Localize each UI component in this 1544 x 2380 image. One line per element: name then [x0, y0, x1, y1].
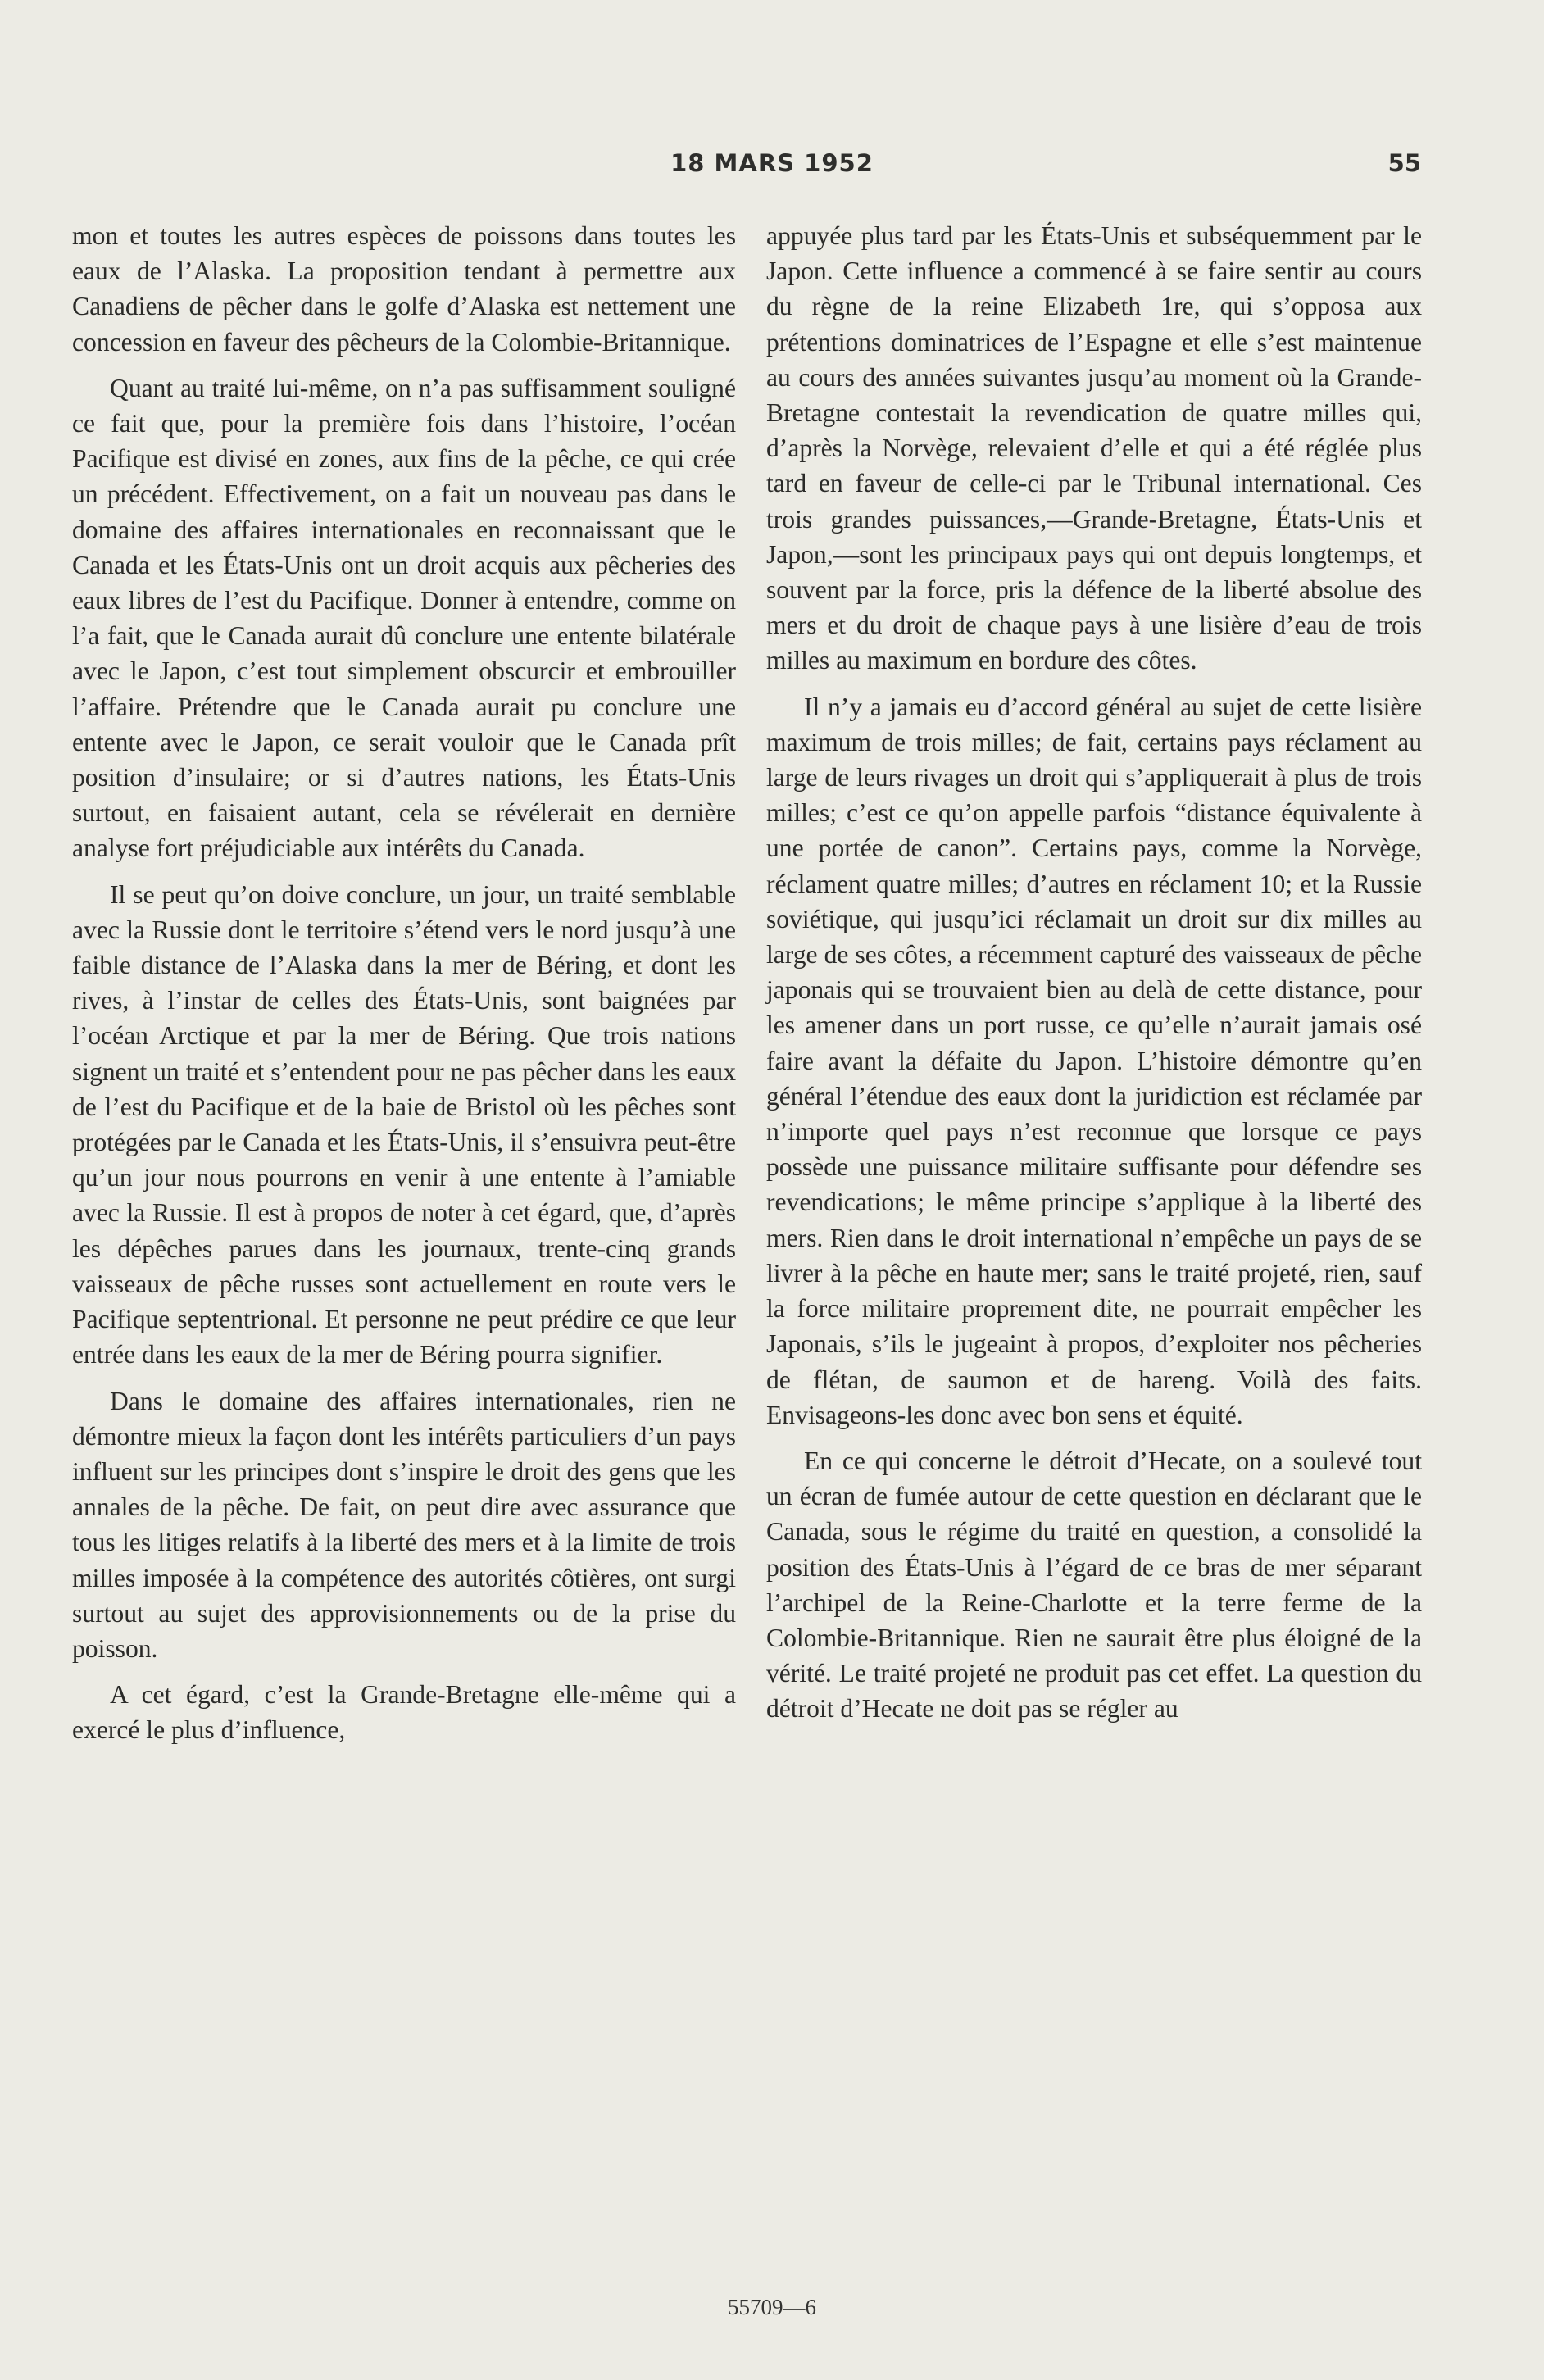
paragraph: Dans le domaine des affaires internationales, rien ne démontre mieux la façon dont les intérêts particuliers d’un pays influent sur les principes dont s’inspire le droit des gens que les annales de la pêche. De fait, on peut dire avec assurance que tous les litiges relatifs à la liberté des mers et à la limite de trois milles imposée à la compétence des autorités côtières, ont surgi surtout au sujet des approvisionnements ou de la prise du poisson.	[72, 1386, 736, 1663]
paragraph: A cet égard, c’est la Grande-Bretagne elle-même qui a exercé le plus d’influence,	[72, 1680, 736, 1745]
paragraph: Quant au traité lui-même, on n’a pas suffisamment souligné ce fait que, pour la première fois dans l’histoire, l’océan Pacifique est divisé en zones, aux fins de la pêche, ce qui crée un précédent. Effectivement, on a fait un nouveau pas dans le domaine des affaires internationales en reconnaissant que le Canada et les États-Unis ont un droit acquis aux pêcheries des eaux libres de l’est du Pacifique. Donner à entendre, comme on l’a fait, que le Canada aurait dû conclure une entente bilatérale avec le Japon, c’est tout simplement obscurcir et embrouiller l’affaire. Prétendre que le Canada aurait pu conclure une entente avec le Japon, ce serait vouloir que le Canada prît position d’insulaire; or si d’autres nations, les États-Unis surtout, en faisaient autant, cela se révélerait en dernière analyse fort préjudiciable aux intérêts du Canada.	[72, 373, 736, 863]
paragraph: appuyée plus tard par les États-Unis et subséquemment par le Japon. Cette influence a commencé à se faire sentir au cours du règne de la reine Elizabeth 1re, qui s’opposa aux prétentions dominatrices de l’Espagne et elle s’est maintenue au cours des années suivantes jusqu’au moment où la Grande-Bretagne contestait la revendication de quatre milles qui, d’après la Norvège, relevaient d’elle et qui a été réglée plus tard en faveur de celle-ci par le Tribunal international. Ces trois grandes puissances,—Grande-Bretagne, États-Unis et Japon,—sont les principaux pays qui ont depuis longtemps, et souvent par la force, pris la défence de la liberté absolue des mers et du droit de chaque pays à une lisière d’eau de trois milles au maximum en bordure des côtes.	[766, 221, 1422, 675]
right-column	[766, 218, 1422, 1737]
paragraph: En ce qui concerne le détroit d’Hecate, on a soulevé tout un écran de fumée autour de cette question en déclarant que le Canada, sous le régime du traité en question, a consolidé la position des États-Unis à l’égard de ce bras de mer séparant l’archipel de la Reine-Charlotte et la terre ferme de la Colombie-Britannique. Rien ne saurait être plus éloigné de la vérité. Le traité projeté ne produit pas cet effet. La question du détroit d’Hecate ne doit pas se régler au	[766, 1446, 1422, 1724]
paragraph: Il se peut qu’on doive conclure, un jour, un traité semblable avec la Russie dont le territoire s’étend vers le nord jusqu’à une faible distance de l’Alaska dans la mer de Béring, et dont les rives, à l’instar de celles des États-Unis, sont baignées par l’océan Arctique et par la mer de Béring. Que trois nations signent un traité et s’entendent pour ne pas pêcher dans les eaux de l’est du Pacifique et de la baie de Bristol où les pêches sont protégées par le Canada et les États-Unis, il s’ensuivra peut-être qu’un jour nous pourrons en venir à une entente à l’amiable avec la Russie. Il est à propos de noter à cet égard, que, d’après les dépêches parues dans les journaux, trente-cinq grands vaisseaux de pêche russes sont actuellement en route vers le Pacifique septentrional. Et personne ne peut prédire ce que leur entrée dans les eaux de la mer de Béring pourra signifier.	[72, 879, 736, 1369]
left-column	[72, 218, 736, 1759]
paragraph: Il n’y a jamais eu d’accord général au sujet de cette lisière maximum de trois milles; de fait, certains pays réclament au large de leurs rivages un droit qui s’appliquerait à plus de trois milles; c’est ce qu’on appelle parfois “distance équivalente à une portée de canon”. Certains pays, comme la Norvège, réclament quatre milles; d’autres en réclament 10; et la Russie soviétique, qui jusqu’ici réclamait un droit sur dix milles au large de ses côtes, a récemment capturé des vaisseaux de pêche japonais qui se trouvaient bien au delà de cette distance, pour les amener dans un port russe, ce qu’elle n’aurait jamais osé faire avant la défaite du Japon. L’histoire démontre qu’en général l’étendue des eaux dont la juridiction est réclamée par n’importe quel pays n’est reconnue que lorsque ce pays possède une puissance militaire suffisante pour défendre ses revendications; le même principe s’applique à la liberté des mers. Rien dans le droit international n’empêche un pays de se livrer à la pêche en haute mer; sans le traité projeté, rien, sauf la force militaire proprement dite, ne pourrait empêcher les Japonais, s’ils le jugeaint à propos, d’exploiter nos pêcheries de flétan, de saumon et de hareng. Voilà des faits. Envisageons-les donc avec bon sens et équité.	[766, 692, 1422, 1429]
page-number: 55	[1387, 149, 1421, 177]
page-header-date: 18 MARS 1952	[670, 149, 874, 177]
paragraph: mon et toutes les autres espèces de poissons dans toutes les eaux de l’Alaska. La proposition tendant à permettre aux Canadiens de pêcher dans le golfe d’Alaska est nettement une concession en faveur des pêcheurs de la Colombie-Britannique.	[72, 221, 736, 357]
footer-print-code: 55709—6	[728, 2295, 816, 2319]
